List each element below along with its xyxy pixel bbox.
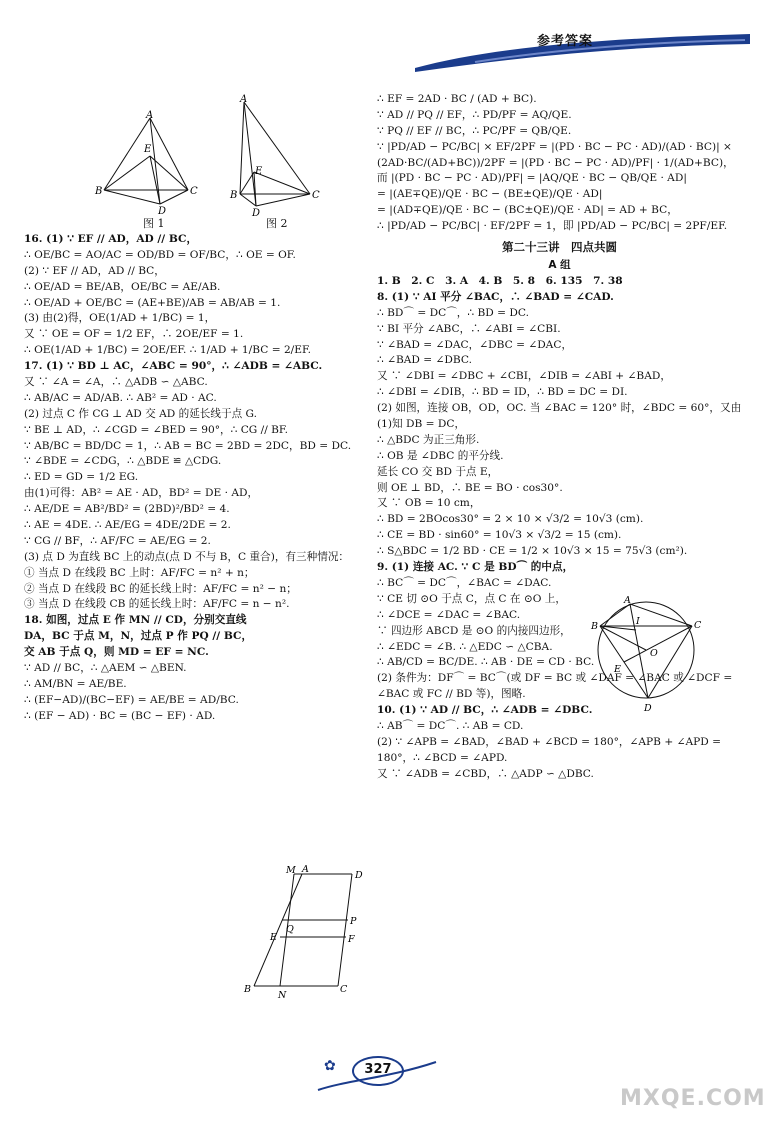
text-line: 又 ∵ ∠ADB = ∠CBD，∴ △ADP ∽ △DBC. (377, 767, 594, 780)
text-line: ∵ BE ⊥ AD，∴ ∠CGD = ∠BED = 90°，∴ CG // BF. (24, 423, 288, 436)
text-line: ∵ CE 切 ⊙O 于点 C，点 C 在 ⊙O 上， (377, 592, 566, 605)
text-line: ∴ OE/AD = BE/AB，OE/BC = AE/AB. (24, 280, 221, 293)
text-line: ∵ 四边形 ABCD 是 ⊙O 的内接四边形， (377, 624, 571, 637)
text-line: 18. 如图，过点 E 作 MN // CD，分别交直线 DA，BC 于点 M，N，过点 P 作 PQ // BC，交 AB 于点 Q，则 MD = EF = NC. (24, 614, 253, 659)
svg-text:P: P (350, 916, 357, 927)
page-number: 327 (352, 1056, 404, 1086)
section-title: 第二十三讲 四点共圆 (502, 240, 617, 255)
svg-text:F: F (348, 934, 355, 945)
text-line: ∴ ∠DBI = ∠DIB，∴ BD = ID，∴ BD = DC = DI. (377, 386, 628, 399)
svg-text:D: D (158, 206, 167, 217)
text-line: ∴ OE/BC = AO/AC = OD/BD = OF/BC，∴ OE = OF. (24, 248, 296, 261)
svg-text:I: I (636, 616, 640, 627)
text-line: = |(AD∓QE)/QE · BC − (BC±QE)/QE · AD| = AD + BC， (377, 204, 678, 217)
svg-text:D: D (644, 703, 652, 714)
svg-text:D: D (252, 208, 261, 219)
text-line: ∵ CG // BF，∴ AF/FC = AE/EG = 2. (24, 534, 211, 547)
text-line: (2) 如图，连接 OB，OD，OC. 当 ∠BAC = 120° 时，∠BDC = 60°，又由(1)知 DB = DC， (377, 402, 742, 431)
svg-text:C: C (694, 620, 702, 631)
svg-text:A: A (624, 595, 631, 606)
svg-text:B: B (230, 190, 238, 201)
text-line: (2) 过点 C 作 CG ⊥ AD 交 AD 的延长线于点 G. (24, 407, 257, 420)
text-line: ∴ ED = GD = 1/2 EG. (24, 471, 139, 484)
text-line: ∴ OB 是 ∠DBC 的平分线. (377, 449, 504, 462)
text-line: 由(1)可得：AB² = AE · AD，BD² = DE · AD， (24, 487, 259, 500)
text-line: ③ 当点 D 在线段 CB 的延长线上时：AF/FC = n − n². (24, 598, 290, 611)
svg-text:N: N (278, 990, 287, 1001)
text-line: (2) ∵ ∠APB = ∠BAD，∠BAD + ∠BCD = 180°，∠APB + ∠APD = 180°，∴ ∠BCD = ∠APD. (377, 735, 721, 764)
text-line: ∴ ∠EDC = ∠B. ∴ △EDC ∽ △CBA. (377, 640, 553, 653)
svg-text:E: E (270, 932, 277, 943)
svg-text:A: A (146, 110, 154, 121)
text-line: ∴ AB⌒ = DC⌒. ∴ AB = CD. (377, 719, 524, 732)
text-line: ∴ S△BDC = 1/2 BD · CE = 1/2 × 10√3 × 15 = 75√3 (cm²). (377, 545, 688, 558)
text-line: ∴ (EF − AD) · BC = (BC − EF) · AD. (24, 709, 216, 722)
svg-text:C: C (312, 190, 320, 201)
svg-text:C: C (340, 984, 348, 995)
figure-1-label: 图 1 (143, 217, 165, 230)
text-line: 又 ∵ OE = OF = 1/2 EF，∴ 2OE/EF = 1. (24, 328, 244, 341)
text-line: ∴ ∠DCE = ∠DAC = ∠BAC. (377, 608, 521, 621)
text-line: ∴ BC⌒ = DC⌒，∠BAC = ∠DAC. (377, 576, 552, 589)
text-line: ∴ (EF−AD)/(BC−EF) = AE/BE = AD/BC. (24, 693, 239, 706)
svg-text:O: O (650, 648, 658, 659)
figure-2-label: 图 2 (266, 217, 288, 230)
text-line: (3) 由(2)得，OE(1/AD + 1/BC) = 1， (24, 312, 216, 325)
svg-text:B: B (244, 984, 251, 995)
text-line: 而 |(PD · BC − PC · AD)/PF| = |AQ/QE · BC − QB/QE · AD| (377, 172, 687, 185)
text-line: 延长 CO 交 BD 于点 E， (377, 465, 499, 478)
text-line: ∵ AD // PQ // EF，∴ PD/PF = AQ/QE. (377, 108, 572, 121)
text-line: ∴ EF = 2AD · BC / (AD + BC). (377, 93, 537, 105)
watermark: MXQE.COM (620, 1086, 766, 1111)
text-line: 8. (1) ∵ AI 平分 ∠BAC，∴ ∠BAD = ∠CAD. (377, 290, 614, 303)
text-line: ∴ CE = BD · sin60° = 10√3 × √3/2 = 15 (cm). (377, 529, 622, 542)
text-line: ② 当点 D 在线段 BC 的延长线上时：AF/FC = n² − n； (24, 582, 297, 595)
figure-18-trapezoid (240, 862, 370, 1002)
svg-text:M: M (286, 865, 296, 876)
svg-text:D: D (355, 870, 363, 881)
text-line: ∴ △BDC 为正三角形. (377, 433, 480, 446)
text-line: = |(AE∓QE)/QE · BC − (BE±QE)/QE · AD| (377, 188, 603, 201)
svg-text:A: A (302, 864, 309, 875)
svg-text:E: E (614, 664, 621, 675)
text-line: ∵ AD // BC，∴ △AEM ∽ △BEN. (24, 662, 187, 675)
svg-text:Q: Q (286, 924, 294, 935)
text-line: ∴ AE = 4DE. ∴ AE/EG = 4DE/2DE = 2. (24, 519, 231, 532)
text-line: 则 OE ⊥ BD，∴ BE = BO · cos30°. (377, 481, 563, 494)
svg-text:B: B (591, 621, 598, 632)
text-line: ∴ BD = 2BOcos30° = 2 × 10 × √3/2 = 10√3 (cm). (377, 513, 644, 526)
text-line: (2) 条件为：DF⌒ = BC⌒(或 DF = BC 或 ∠DAF = ∠BAC 或 ∠DCF = ∠BAC 或 FC // BD 等)，图略. (377, 672, 733, 701)
left-column (24, 232, 369, 725)
text-line: ∵ PQ // EF // BC，∴ PC/PF = QB/QE. (377, 124, 572, 137)
svg-text:B: B (95, 186, 103, 197)
figure-circle (590, 596, 702, 716)
text-line: ∵ AB/BC = BD/DC = 1，∴ AB = BC = 2BD = 2DC，BD = DC. (24, 439, 352, 452)
figure-1 (92, 112, 212, 230)
text-line: 10. (1) ∵ AD // BC，∴ ∠ADB = ∠DBC. (377, 704, 593, 717)
text-line: 又 ∵ ∠A = ∠A，∴ △ADB ∽ △ABC. (24, 376, 208, 389)
figure-2 (228, 94, 328, 224)
text-line: ∴ AM/BN = AE/BE. (24, 677, 127, 690)
text-line: ∴ BD⌒ = DC⌒，∴ BD = DC. (377, 306, 529, 319)
text-line: 又 ∵ ∠DBI = ∠DBC + ∠CBI，∠DIB = ∠ABI + ∠BAD， (377, 370, 671, 383)
text-line: ∴ AB/CD = BC/DE. ∴ AB · DE = CD · BC. (377, 656, 595, 669)
svg-text:C: C (190, 186, 198, 197)
text-line: ∴ AB/AC = AD/AB. ∴ AB² = AD · AC. (24, 391, 217, 404)
text-line: ∴ AE/DE = AB²/BD² = (2BD)²/BD² = 4. (24, 503, 230, 516)
header-title: 参考答案 (537, 34, 594, 49)
text-line: 17. (1) ∵ BD ⊥ AC，∠ABC = 90°，∴ ∠ADB = ∠ABC. (24, 360, 323, 373)
text-line: ∵ ∠BDE = ∠CDG，∴ △BDE ≌ △CDG. (24, 455, 222, 468)
text-line: ∵ |PD/AD − PC/BC| × EF/2PF = |(PD · BC − PC · AD)/(AD · BC)| × (2AD·BC/(AD+BC))/2PF = |(PD · BC − PC · AD)/PF| · 1/(AD+BC)， (377, 140, 734, 169)
text-line: ∴ ∠BAD = ∠DBC. (377, 354, 472, 367)
text-line: (3) 点 D 为直线 BC 上的动点(点 D 不与 B，C 重合)，有三种情况： (24, 550, 350, 563)
text-line: ∴ |PD/AD − PC/BC| · EF/2PF = 1，即 |PD/AD − PC/BC| = 2PF/EF. (377, 220, 728, 233)
svg-text:✿: ✿ (324, 1058, 336, 1074)
svg-text:E: E (144, 144, 152, 155)
text-line: ∵ ∠BAD = ∠DAC，∠DBC = ∠DAC， (377, 338, 573, 351)
text-line: ∴ OE(1/AD + 1/BC) = 2OE/EF. ∴ 1/AD + 1/BC = 2/EF. (24, 344, 312, 357)
text-line: ① 当点 D 在线段 BC 上时：AF/FC = n² + n； (24, 566, 255, 579)
section-subtitle: A 组 (548, 259, 571, 272)
text-line: 又 ∵ OB = 10 cm， (377, 497, 481, 510)
svg-text:E: E (255, 166, 263, 177)
text-line: ∴ OE/AD + OE/BC = (AE+BE)/AB = AB/AB = 1. (24, 296, 281, 309)
text-line: 1. B 2. C 3. A 4. B 5. 8 6. 135 7. 38 (377, 275, 623, 288)
text-line: 16. (1) ∵ EF // AD，AD // BC， (24, 233, 198, 245)
text-line: 9. (1) 连接 AC. ∵ C 是 BD⌒ 的中点， (377, 561, 574, 574)
text-line: (2) ∵ EF // AD，AD // BC， (24, 264, 165, 277)
svg-text:A: A (240, 94, 248, 105)
text-line: ∵ BI 平分 ∠ABC，∴ ∠ABI = ∠CBI. (377, 322, 561, 335)
